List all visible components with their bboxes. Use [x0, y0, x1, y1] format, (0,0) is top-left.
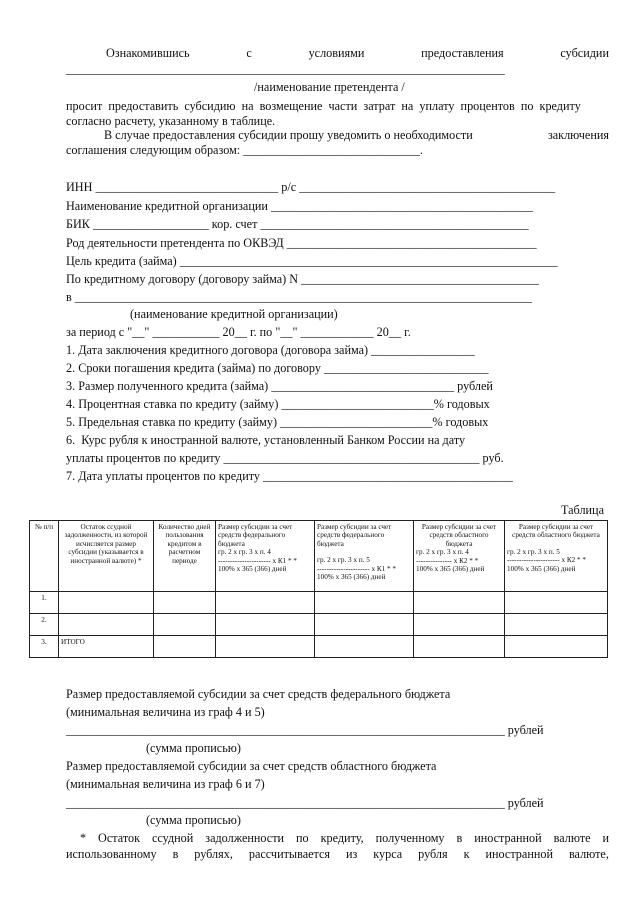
footnote-word: и [602, 831, 609, 845]
footnote-line-2 [66, 847, 609, 862]
item-exchange-rate: 6. Курс рубля к иностранной валюте, установленный Банком России на дату [66, 433, 466, 447]
footnote-word: в [172, 847, 179, 861]
regional-max-cell[interactable] [505, 592, 608, 614]
footnote-word: из [345, 847, 358, 861]
federal-subsidy-amount-field[interactable]: ________________________________________________________________________ рублей [66, 723, 544, 737]
intro-word: с [246, 46, 252, 60]
total-label-cell: ИТОГО [59, 636, 154, 658]
header-formula: гр. 2 х гр. 3 х п. 5 [317, 556, 370, 565]
footnote-word: полученному [375, 831, 445, 845]
header-loan-balance: Остаток ссудной задолженности, из которой исчисляется размер субсидии (указывается в иностранной валюте) * [59, 521, 154, 592]
table-row [30, 614, 608, 636]
header-regional-by-max-rate [505, 521, 608, 592]
header-formula: 100% х 365 (366) дней [317, 573, 386, 582]
item-payment-date[interactable]: 7. Дата уплаты процентов по кредиту _________________________________________ [66, 469, 513, 483]
item-contract-date[interactable]: 1. Дата заключения кредитного договора (договора займа) _________________ [66, 343, 475, 357]
regional-subsidy-amount-field[interactable]: ________________________________________________________________________ рублей [66, 796, 544, 810]
federal-subsidy-note: (минимальная величина из граф 4 и 5) [66, 705, 265, 719]
loan-purpose-field[interactable]: Цель кредита (займа) ______________________________________________________________ [66, 254, 558, 268]
subsidy-calculation-table [29, 520, 608, 658]
footnote-word: рубля [418, 847, 448, 861]
table-row-total [30, 636, 608, 658]
intro-text: заключения [547, 128, 609, 142]
footnote-word: иностранной [485, 847, 553, 861]
intro-word: предоставления [421, 46, 504, 60]
loan-balance-cell[interactable] [59, 614, 154, 636]
header-title: Размер субсидии за счет средств областного бюджета [421, 523, 497, 548]
footnote-word: валюте, [568, 847, 609, 861]
header-title: Размер субсидии за счет средств областного бюджета [512, 523, 600, 540]
regional-subsidy-note: (минимальная величина из граф 6 и 7) [66, 777, 265, 791]
row-number: 1. [30, 592, 59, 614]
regional-subsidy-label: Размер предоставляемой субсидии за счет средств областного бюджета [66, 759, 437, 773]
intro-word: Ознакомившись [106, 46, 190, 60]
header-formula: гр. 2 х гр. 3 х п. 5 [507, 547, 560, 556]
table-header-row [30, 521, 608, 592]
header-days-count: Количество дней пользования кредитом в расчетном периоде [154, 521, 216, 592]
footnote-word: кредиту, [320, 831, 364, 845]
federal-rate-cell[interactable] [216, 614, 315, 636]
intro-line-1 [106, 46, 609, 61]
row-number: 3. [30, 636, 59, 658]
federal-amount-caption: (сумма прописью) [146, 741, 241, 755]
intro-word: условиями [308, 46, 365, 60]
intro-line-5 [104, 128, 609, 143]
regional-rate-cell[interactable] [414, 614, 505, 636]
intro-text: В случае предоставления субсидии прошу уведомить о необходимости [104, 128, 473, 142]
item-max-rate[interactable]: 5. Предельная ставка по кредиту (займу) _________________________% годовых [66, 415, 489, 429]
header-formula: --------------- х К2 * * [416, 556, 479, 565]
federal-subsidy-label: Размер предоставляемой субсидии за счет средств федерального бюджета [66, 687, 451, 701]
header-formula: 100% х 365 (366) дней [507, 564, 576, 573]
regional-rate-cell[interactable] [414, 592, 505, 614]
okved-field[interactable]: Род деятельности претендента по ОКВЭД _________________________________________ [66, 236, 537, 250]
days-cell[interactable] [154, 614, 216, 636]
header-title: Размер субсидии за счет средств федерального бюджета [317, 523, 392, 548]
intro-word: субсидии [560, 46, 609, 60]
item-loan-amount[interactable]: 3. Размер полученного кредита (займа) ______________________________ рублей [66, 379, 493, 393]
intro-line-3: просит предоставить субсидию на возмещение части затрат на уплату процентов по кредиту [66, 99, 581, 113]
bank-in-field[interactable]: в ___________________________________________________________________________ [66, 290, 532, 304]
header-row-number: № п/п [30, 521, 59, 592]
federal-max-cell[interactable] [315, 592, 414, 614]
header-formula: 100% х 365 (366) дней [416, 565, 485, 574]
regional-amount-caption: (сумма прописью) [146, 813, 241, 827]
footnote-word: * [80, 831, 87, 845]
federal-rate-cell[interactable] [216, 636, 315, 658]
header-regional-by-rate [414, 521, 505, 592]
footnote-word: рублях, [194, 847, 233, 861]
federal-max-cell[interactable] [315, 636, 414, 658]
loan-balance-cell[interactable] [59, 592, 154, 614]
header-formula: гр. 2 х гр. 3 х п. 4 [416, 548, 469, 557]
header-formula: 100% х 365 (366) дней [218, 565, 287, 574]
footnote-word: рассчитывается [248, 847, 331, 861]
item-exchange-rate-field[interactable]: уплаты процентов по кредиту __________________________________________ руб. [66, 451, 504, 465]
regional-rate-cell[interactable] [414, 636, 505, 658]
footnote-line-1 [80, 831, 609, 846]
footnote-word: ссудной [151, 831, 194, 845]
item-repayment-terms[interactable]: 2. Сроки погашения кредита (займа) по договору ___________________________ [66, 361, 489, 375]
footnote-word: в [456, 831, 463, 845]
footnote-word: курса [373, 847, 403, 861]
footnote-word: по [296, 831, 309, 845]
intro-line-4: согласно расчету, указанному в таблице. [66, 114, 276, 128]
applicant-name-blank[interactable]: ________________________________________________________________________ [66, 62, 505, 76]
header-formula: ---------------------- х К1 * * [218, 556, 298, 565]
regional-max-cell[interactable] [505, 636, 608, 658]
regional-max-cell[interactable] [505, 614, 608, 636]
header-federal-by-rate [216, 521, 315, 592]
notification-method-field[interactable]: соглашения следующим образом: _____________________________. [66, 143, 423, 157]
bik-corr-account-field[interactable]: БИК ___________________ кор. счет ____________________________________________ [66, 217, 529, 231]
period-field[interactable]: за период с "__" ___________ 20__ г. по "__" ____________ 20__ г. [66, 325, 411, 339]
footnote-word: использованному [66, 847, 157, 861]
header-title: Размер субсидии за счет средств федерального бюджета [218, 523, 293, 548]
applicant-name-caption: /наименование претендента / [254, 80, 405, 94]
header-formula: ---------------------- х К1 * * [317, 564, 397, 573]
footnote-word: иностранной [474, 831, 542, 845]
days-cell[interactable] [154, 636, 216, 658]
inn-account-field[interactable]: ИНН ______________________________ р/с __________________________________________ [66, 180, 556, 194]
days-cell[interactable] [154, 592, 216, 614]
row-number: 2. [30, 614, 59, 636]
footnote-word: Остаток [98, 831, 141, 845]
table-caption: Таблица [561, 503, 604, 517]
header-federal-by-max-rate [315, 521, 414, 592]
table-row [30, 592, 608, 614]
header-formula: гр. 2 х гр. 3 х п. 4 [218, 548, 271, 557]
contract-number-field[interactable]: По кредитному договору (договору займа) N _______________________________________ [66, 272, 539, 286]
footnote-word: к [463, 847, 470, 861]
bank-name-field[interactable]: Наименование кредитной организации ___________________________________________ [66, 199, 533, 213]
bank-in-caption: (наименование кредитной организации) [130, 307, 338, 321]
header-formula: ---------------------- х К2 * * [507, 556, 587, 565]
item-interest-rate[interactable]: 4. Процентная ставка по кредиту (займу) _________________________% годовых [66, 397, 490, 411]
federal-max-cell[interactable] [315, 614, 414, 636]
footnote-word: задолженности [205, 831, 285, 845]
federal-rate-cell[interactable] [216, 592, 315, 614]
footnote-word: валюте [553, 831, 591, 845]
